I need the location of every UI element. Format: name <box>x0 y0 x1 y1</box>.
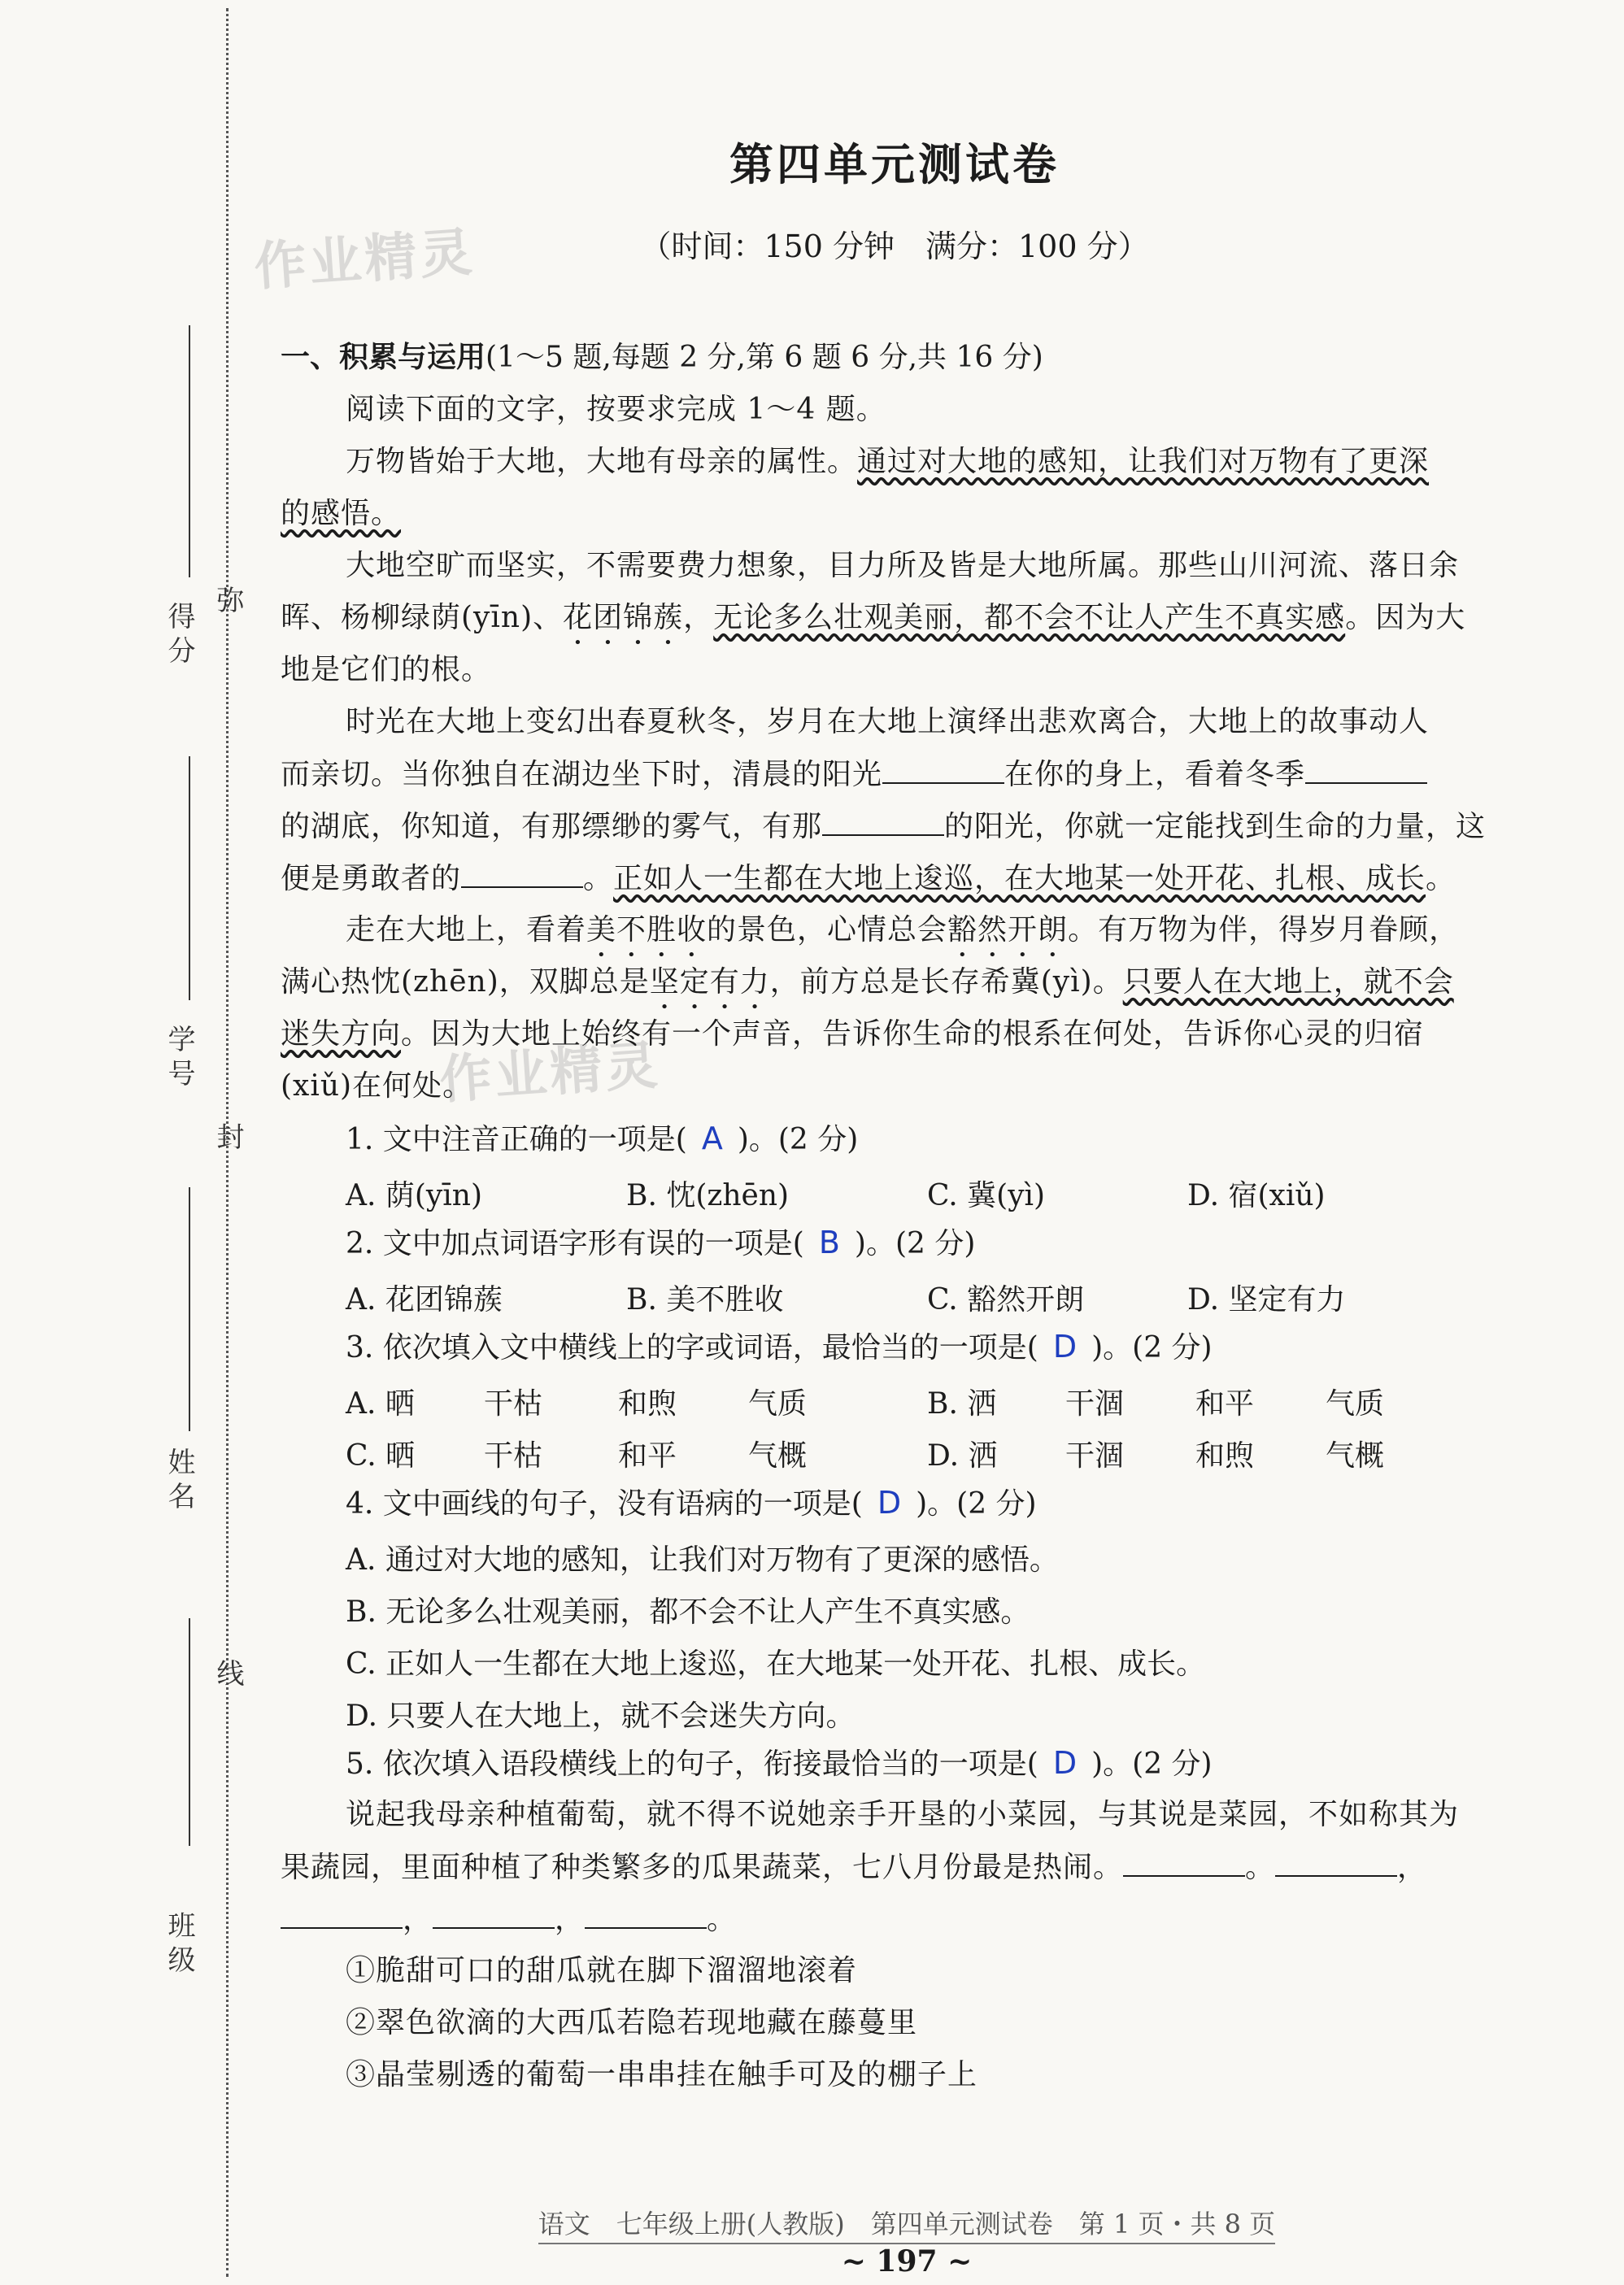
option-word: 干涸 <box>1065 1439 1125 1473</box>
fill-blank[interactable] <box>882 756 1004 784</box>
question-4: 4. 文中画线的句子，没有语病的一项是( D )。(2 分) <box>346 1485 1037 1521</box>
watermark: 作业精灵 <box>252 222 477 298</box>
passage-line: 时光在大地上变幻出春夏秋冬，岁月在大地上演绎出悲欢离合，大地上的故事动人 <box>346 705 1430 738</box>
page-footer: 语文 七年级上册(人教版) 第四单元测试卷 第 1 页・共 8 页 <box>0 2204 1624 2241</box>
answer-mark: D <box>1052 1745 1078 1781</box>
option: D. 坚定有力 <box>1187 1283 1346 1317</box>
question-2: 2. 文中加点词语字形有误的一项是( B )。(2 分) <box>346 1225 976 1260</box>
passage-line: 而亲切。当你独自在湖边坐下时，清晨的阳光 在你的身上，看着冬季 <box>281 756 1517 793</box>
passage-line: 满心热忱(zhēn)，双脚总是坚定有力，前方总是长存希冀(yì)。只要人在大地上，就不会 <box>281 965 1454 999</box>
answer-mark: B <box>818 1225 840 1260</box>
answer-mark: A <box>701 1121 723 1156</box>
option: A. 花团锦蔟 <box>346 1283 503 1317</box>
answer-mark: D <box>877 1485 902 1521</box>
score-label: 得分 <box>163 602 195 670</box>
fill-blank[interactable] <box>461 860 583 888</box>
option-word: 和平 <box>1195 1387 1255 1421</box>
option: B. 洒 <box>927 1387 997 1421</box>
q5-item: ③晶莹剔透的葡萄一串串挂在触手可及的棚子上 <box>346 2058 978 2091</box>
seal-char-mi: 弥 <box>211 585 244 620</box>
seal-char-xian: 线 <box>211 1659 244 1693</box>
option-word: 和煦 <box>1195 1439 1255 1473</box>
option: B. 无论多么壮观美丽，都不会不让人产生不真实感。 <box>346 1595 1030 1629</box>
q5-item: ②翠色欲滴的大西瓜若隐若现地藏在藤蔓里 <box>346 2006 918 2039</box>
option: C. 豁然开朗 <box>927 1283 1085 1317</box>
seal-char-feng: 封 <box>211 1122 244 1156</box>
fill-blank[interactable] <box>433 1901 555 1929</box>
q5-item: ①脆甜可口的甜瓜就在脚下溜溜地滚着 <box>346 1954 858 1987</box>
score-line <box>189 325 190 577</box>
answer-mark: D <box>1052 1329 1078 1364</box>
option: D. 只要人在大地上，就不会迷失方向。 <box>346 1700 856 1733</box>
passage-line: 晖、杨柳绿荫(yīn)、花团锦蔟，无论多么壮观美丽，都不会不让人产生不真实感。因为大 <box>281 601 1466 634</box>
student-no-line <box>189 756 190 1000</box>
option: C. 冀(yì) <box>927 1179 1046 1212</box>
option-word: 气概 <box>1326 1439 1385 1473</box>
option: D. 宿(xiǔ) <box>1187 1179 1326 1212</box>
fill-blank[interactable] <box>822 808 944 836</box>
page-number: ~ 197 ~ <box>841 2244 973 2278</box>
q5-paragraph: 说起我母亲种植葡萄，就不得不说她亲手开垦的小菜园，与其说是菜园，不如称其为 <box>346 1798 1460 1831</box>
option-word: 和平 <box>618 1439 677 1473</box>
question-5: 5. 依次填入语段横线上的句子，衔接最恰当的一项是( D )。(2 分) <box>346 1745 1213 1781</box>
passage-line: 迷失方向。因为大地上始终有一个声音，告诉你生命的根系在何处，告诉你心灵的归宿 <box>281 1017 1425 1051</box>
section-heading: 一、积累与运用(1～5 题,每题 2 分,第 6 题 6 分,共 16 分) <box>281 341 1043 374</box>
option-word: 气质 <box>748 1387 808 1421</box>
fill-blank[interactable] <box>281 1901 403 1929</box>
fill-blank[interactable] <box>585 1901 707 1929</box>
option: A. 晒 <box>346 1387 415 1421</box>
passage-line: 的湖底，你知道，有那缥缈的雾气，有那 的阳光，你就一定能找到生命的力量，这 <box>281 810 1487 843</box>
student-no-label: 学号 <box>163 1025 195 1093</box>
option-word: 干枯 <box>484 1387 543 1421</box>
class-label: 班级 <box>163 1911 195 1979</box>
fill-blank[interactable] <box>1305 756 1427 784</box>
intro-text: 阅读下面的文字，按要求完成 1～4 题。 <box>346 393 886 426</box>
question-1: 1. 文中注音正确的一项是( A )。(2 分) <box>346 1121 859 1156</box>
option-word: 干涸 <box>1065 1387 1125 1421</box>
page-subtitle: （时间：150 分钟 满分：100 分） <box>640 228 1149 264</box>
q5-blanks: ， ， 。 <box>281 1901 1517 1938</box>
option-word: 气质 <box>1326 1387 1385 1421</box>
option: A. 荫(yīn) <box>346 1179 483 1212</box>
passage-line: 大地空旷而坚实，不需要费力想象，目力所及皆是大地所属。那些山川河流、落日余 <box>346 549 1460 582</box>
watermark: 作业精灵 <box>438 1035 663 1112</box>
passage-line: 万物皆始于大地，大地有母亲的属性。通过对大地的感知，让我们对万物有了更深 <box>346 445 1430 478</box>
option: B. 忱(zhēn) <box>626 1179 790 1212</box>
class-line <box>189 1618 190 1846</box>
option: D. 洒 <box>927 1439 998 1473</box>
fill-blank[interactable] <box>1123 1849 1245 1877</box>
question-3: 3. 依次填入文中横线上的字或词语，最恰当的一项是( D )。(2 分) <box>346 1329 1213 1364</box>
passage-line: (xiǔ)在何处。 <box>281 1069 473 1103</box>
option-word: 气概 <box>748 1439 808 1473</box>
passage-line: 地是它们的根。 <box>281 653 492 686</box>
option: C. 晒 <box>346 1439 416 1473</box>
option-word: 和煦 <box>618 1387 677 1421</box>
fill-blank[interactable] <box>1275 1849 1397 1877</box>
option: C. 正如人一生都在大地上逡巡，在大地某一处开花、扎根、成长。 <box>346 1647 1206 1681</box>
option: A. 通过对大地的感知，让我们对万物有了更深的感悟。 <box>346 1543 1059 1577</box>
passage-line: 走在大地上，看着美不胜收的景色，心情总会豁然开朗。有万物为伴，得岁月眷顾， <box>346 913 1460 947</box>
passage-line: 便是勇敢者的 。正如人一生都在大地上逡巡，在大地某一处开花、扎根、成长。 <box>281 862 1456 895</box>
page-title: 第四单元测试卷 <box>729 139 1060 190</box>
name-label: 姓名 <box>163 1447 195 1516</box>
option-word: 干枯 <box>484 1439 543 1473</box>
passage-line: 的感悟。 <box>281 497 402 530</box>
option: B. 美不胜收 <box>626 1283 784 1317</box>
name-line <box>189 1187 190 1431</box>
q5-paragraph: 果蔬园，里面种植了种类繁多的瓜果蔬菜，七八月份最是热闹。 。 ， <box>281 1851 1428 1884</box>
